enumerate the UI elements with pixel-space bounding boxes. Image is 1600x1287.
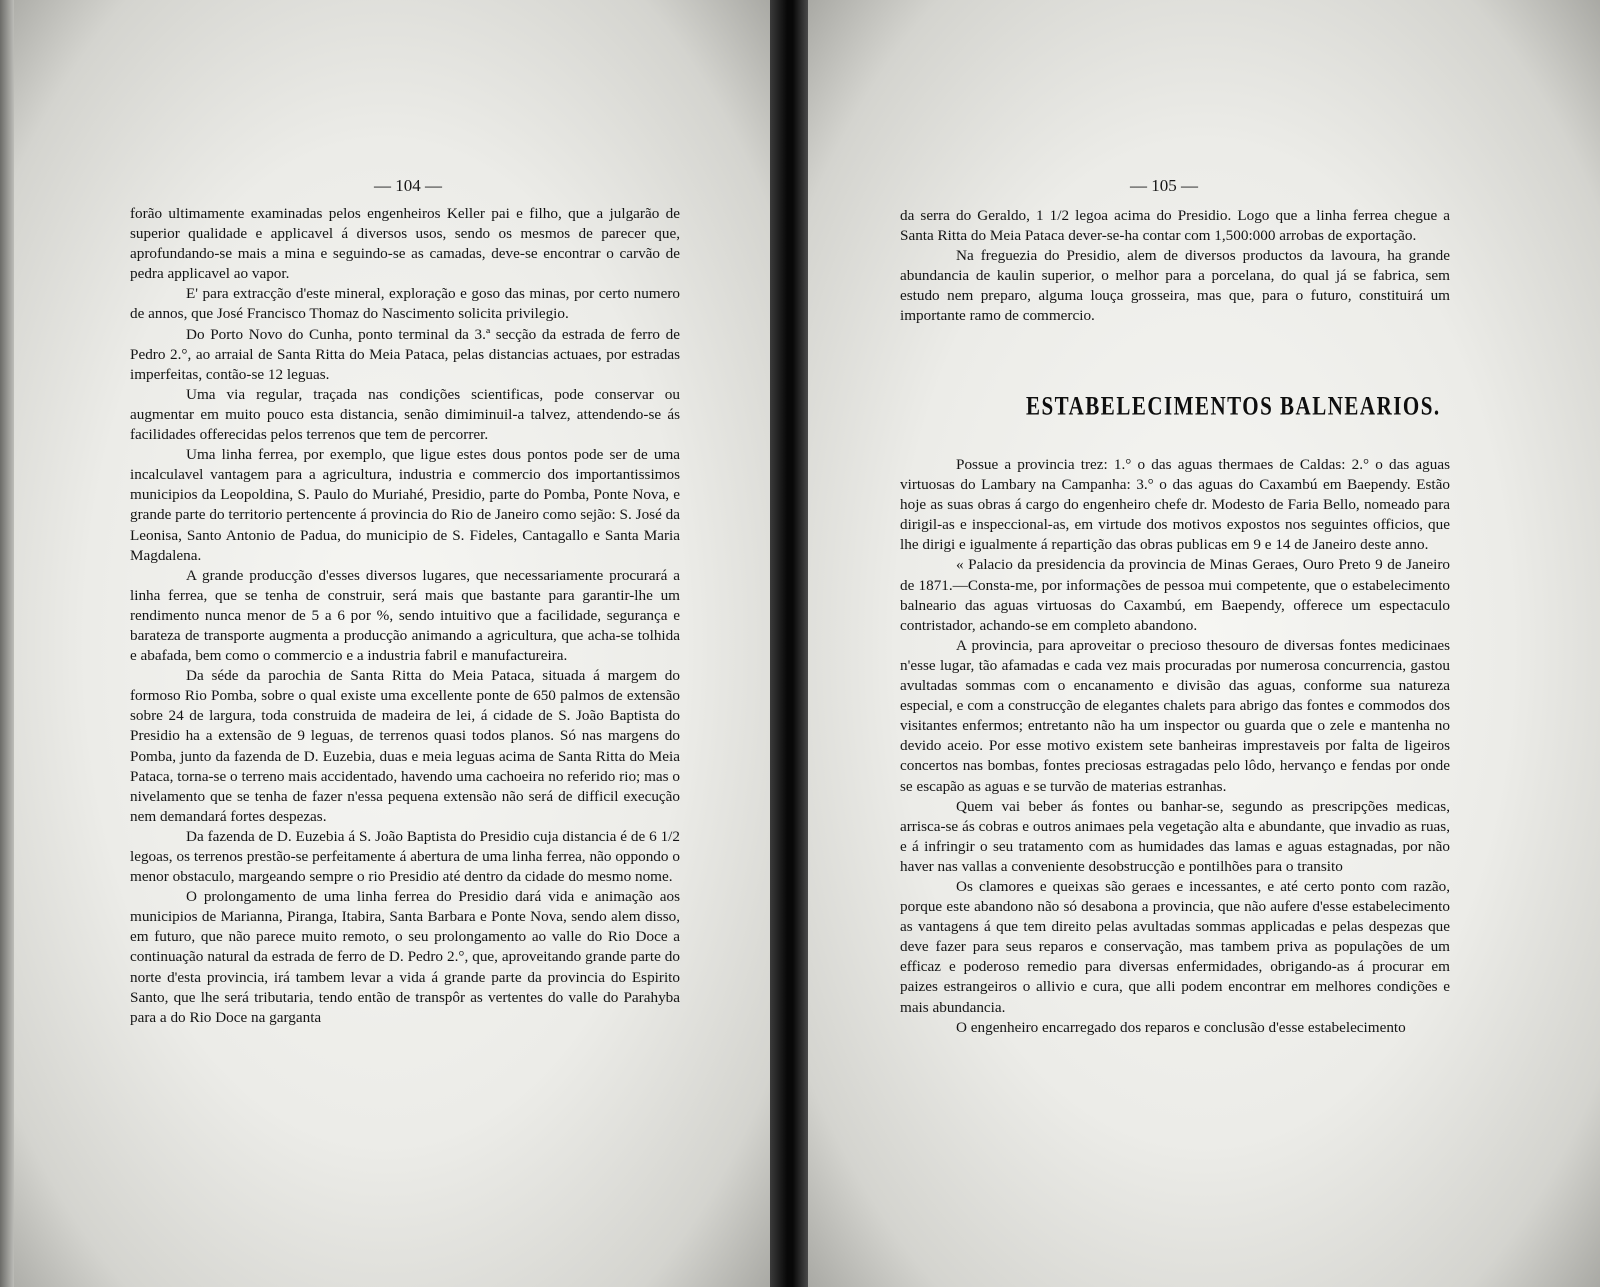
section-heading: ESTABELECIMENTOS BALNEARIOS. [1026,390,1441,421]
paragraph: Do Porto Novo do Cunha, ponto terminal da 3.ª secção da estrada de ferro de Pedro 2.°, ao arraial de Santa Ritta do Meia Pataca, pelas distancias actuaes, por estradas imperfeitas, contão-se 12 leguas. [130,325,680,383]
paragraph: Os clamores e queixas são geraes e incessantes, e até certo ponto com razão, porque este abandono não só desabona a provincia, que não aufere d'esse estabelecimento as vantagens á que tem direito pelas avultadas sommas applicadas e pelas despezas que deve fazer para seus reparos e conservação, mas tambem priva as populações de um efficaz e poderoso remedio para diversas enfermidades, obrigando-as á procurar em paizes estrangeiros o allivio e cura, que alli podem encontrar em melhores condições e mais abundancia. [900,877,1450,1016]
right-page [808,0,1600,1287]
page-number: — 105 — [1130,176,1198,195]
book-gutter [770,0,808,1287]
paragraph: Da séde da parochia de Santa Ritta do Meia Pataca, situada á margem do formoso Rio Pomba, sobre o qual existe uma excellente ponte de 650 palmos de extensão sobre 24 de largura, toda construida de madeira de lei, á cidade de S. João Baptista do Presidio ha a extensão de 9 leguas, de terrenos quasi todos planos. Só nas margens do Pomba, junto da fazenda de D. Euzebia, duas e meia leguas acima de Santa Ritta do Meia Pataca, torna-se o terreno mais accidentado, havendo uma cachoeira no referido rio; mas o nivelamento que se tenha de fazer n'essa pequena extensão não será de difficil execução nem demandará fortes despezas. [130,667,680,825]
paragraph: Na freguezia do Presidio, alem de diversos productos da lavoura, ha grande abundancia de kaulin superior, o melhor para a porcelana, do qual já se fabrica, sem estudo nem preparo, alguma louça grosseira, mas que, para o futuro, constituirá um importante ramo de commercio. [900,247,1450,325]
left-page [0,0,770,1287]
paragraph: Uma via regular, traçada nas condições scientificas, pode conservar ou augmentar em muito pouco esta distancia, senão dimiminuil-a talvez, attendendo-se ás facilidades offerecidas pelos terrenos que tem de percorrer. [130,385,680,444]
paragraph: forão ultimamente examinadas pelos engenheiros Keller pai e filho, que a julgarão de superior qualidade e applicavel á diversos usos, sendo os mesmos de parecer que, aprofundando-se mais a mina e seguindo-se as camadas, deve-se encontrar o carvão de pedra applicavel ao vapor. [130,205,680,283]
paragraph: « Palacio da presidencia da provincia de Minas Geraes, Ouro Preto 9 de Janeiro de 1871.—Consta-me, por informações de pessoa mui competente, que o estabelecimento balneario das aguas virtuosas do Caxambú, em Baependy, offerece um espectaculo contristador, achando-se em completo abandono. [900,556,1450,634]
paragraph: da serra do Geraldo, 1 1/2 legoa acima do Presidio. Logo que a linha ferrea chegue a Santa Ritta do Meia Pataca dever-se-ha contar com 1,500:000 arrobas de exportação. [900,207,1450,245]
paragraph: Quem vai beber ás fontes ou banhar-se, segundo as prescripções medicas, arrisca-se ás cobras e outros animaes pela vegetação alta e abundante, que invadio as ruas, e á infringir o seu tratamento com as humidades das lamas e aguas estagnadas, por não haver nas vallas a conveniente desobstrucção e pontilhões para o transito [900,797,1450,875]
paragraph: A provincia, para aproveitar o precioso thesouro de diversas fontes medicinaes n'esse lugar, tão afamadas e cada vez mais procuradas por numerosa concurrencia, gastou avultadas sommas com o encanamento e divisão das aguas, conforme sua natureza especial, e com a construcção de elegantes chalets para abrigo das fontes e commodos dos visitantes enfermos; entretanto não ha um inspector ou guarda que o zele e mantenha no devido aceio. Por esse motivo existem sete banheiras imprestaveis por falta de ligeiros concertos nas bombas, fontes preciosas estragadas pelo lôdo, hervanço e fendas por onde se escapão as aguas e se turvão de materias estranhas. [900,636,1450,795]
page-edge-shadow [0,0,14,1287]
page-body-section [900,455,1450,1038]
paragraph: Uma linha ferrea, por exemplo, que ligue estes dous pontos pode ser de uma incalculavel vantagem para a agricultura, industria e commercio dos importantissimos municipios da Leopoldina, S. Paulo do Muriahé, Presidio, parte do Pomba, Ponte Nova, e grande parte do territorio pertencente á provincia do Rio de Janeiro como sejão: S. José da Leonisa, Santo Antonio de Padua, do municipio de S. Fideles, Cantagallo e Santa Maria Magdalena. [130,446,680,564]
paragraph: A grande producção d'esses diversos lugares, que necessariamente procurará a linha ferrea, que se tenha de construir, será mais que bastante para garantir-lhe um rendimento nunca menor de 5 a 6 por %, sendo intuitivo que a facilidade, segurança e barateza de transporte augmenta a producção animando a agricultura, que acha-se tolhida e abafada, bem como o commercio e a industria fabril e manufactureira. [130,566,680,665]
paragraph: O engenheiro encarregado dos reparos e conclusão d'esse estabelecimento [956,1018,1406,1036]
page-body [130,204,680,1028]
paragraph: Da fazenda de D. Euzebia á S. João Baptista do Presidio cuja distancia é de 6 1/2 legoas, os terrenos prestão-se perfeitamente á abertura de uma linha ferrea, não oppondo o menor obstaculo, margeando sempre o rio Presidio até dentro da cidade do mesmo nome. [130,827,680,886]
page-number: — 104 — [374,176,442,195]
page-body-intro [900,206,1450,327]
paragraph: Possue a provincia trez: 1.° o das aguas thermaes de Caldas: 2.° o das aguas virtuosas do Lambary na Campanha: 3.° o das aguas do Caxambú em Baependy. Estão hoje as suas obras á cargo do engenheiro chefe dr. Modesto de Faria Bello, nomeado para dirigil-as e inspeccional-as, em virtude dos motivos expostos nos seguintes officios, que lhe dirigi e igualmente á repartição das obras publicas em 9 e 14 de Janeiro deste anno. [900,456,1450,554]
paragraph: E' para extracção d'este mineral, exploração e goso das minas, por certo numero de annos, que José Francisco Thomaz do Nascimento solicita privilegio. [130,285,680,323]
paragraph: O prolongamento de uma linha ferrea do Presidio dará vida e animação aos municipios de Marianna, Piranga, Itabira, Santa Barbara e Ponte Nova, sendo alem disso, em futuro, que não parece muito remoto, o seu prolongamento ao valle do Rio Doce a continuação natural da estrada de ferro de D. Pedro 2.°, que, aproveitando grande parte do norte d'esta provincia, irá tambem levar a vida á grande parte da provincia do Espirito Santo, que lhe será tributaria, tendo então de transpôr as vertentes do valle do Parahyba para a do Rio Doce na garganta [130,888,680,1026]
